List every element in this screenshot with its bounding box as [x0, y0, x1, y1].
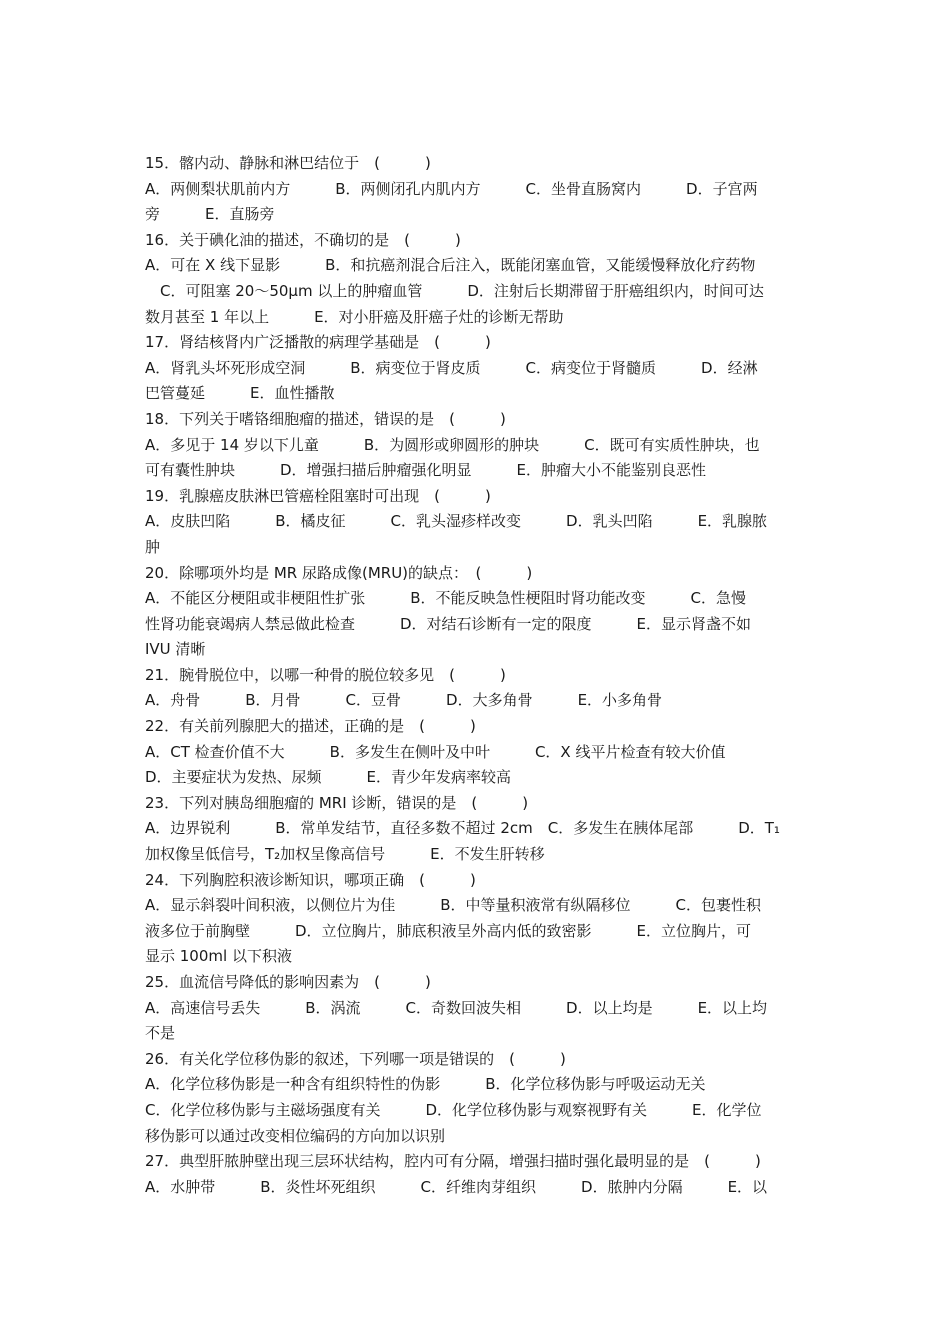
- answer-options-line: A．不能区分梗阻或非梗阻性扩张 B．不能反映急性梗阻时肾功能改变 C．急慢: [145, 589, 747, 608]
- answer-options-line: A．化学位移伪影是一种含有组织特性的伪影 B．化学位移伪影与呼吸运动无关: [145, 1075, 706, 1094]
- answer-options-line: D．主要症状为发热、尿频 E．青少年发病率较高: [145, 768, 512, 787]
- question-stem: 21．腕骨脱位中，以哪一种骨的脱位较多见 ( ): [145, 665, 506, 684]
- answer-options-line: 显示 100ml 以下积液: [145, 947, 292, 966]
- answer-options-line: 巴管蔓延 E．血性播散: [145, 384, 335, 403]
- answer-options-line: 加权像呈低信号，T₂加权呈像高信号 E．不发生肝转移: [145, 845, 545, 864]
- question-block: [145, 1047, 805, 1149]
- answer-options-line: C．可阻塞 20～50μm 以上的肿瘤血管 D．注射后长期滞留于肝癌组织内，时间可达: [145, 281, 764, 300]
- answer-options-line: IVU 清晰: [145, 640, 206, 659]
- answer-options-line: A．边界锐利 B．常单发结节，直径多数不超过 2cm C．多发生在胰体尾部 D．T₁: [145, 819, 780, 838]
- answer-options-line: A．显示斜裂叶间积液，以侧位片为佳 B．中等量积液常有纵隔移位 C．包裹性积: [145, 896, 762, 915]
- question-stem: 17．肾结核肾内广泛播散的病理学基础是 ( ): [145, 333, 491, 352]
- question-block: [145, 970, 805, 1047]
- answer-options-line: A．水肿带 B．炎性坏死组织 C．纤维肉芽组织 D．脓肿内分隔 E．以: [145, 1177, 768, 1196]
- question-block: [145, 151, 805, 228]
- question-block: [145, 484, 805, 561]
- question-stem: 23．下列对胰岛细胞瘤的 MRI 诊断，错误的是 ( ): [145, 793, 529, 812]
- answer-options-line: 不是: [145, 1024, 176, 1043]
- question-stem: 25．血流信号降低的影响因素为 ( ): [145, 973, 431, 991]
- question-block: [145, 228, 805, 330]
- question-block: [145, 1149, 805, 1200]
- question-stem: 27．典型肝脓肿壁出现三层环状结构，腔内可有分隔，增强扫描时强化最明显的是 ( ): [145, 1152, 761, 1171]
- answer-options-line: 液多位于前胸壁 D．立位胸片，肺底积液呈外高内低的致密影 E．立位胸片，可: [145, 921, 752, 940]
- question-block: [145, 791, 805, 868]
- answer-options-line: A．高速信号丢失 B．涡流 C．奇数回波失相 D．以上均是 E．以上均: [145, 998, 768, 1017]
- question-block: [145, 868, 805, 970]
- answer-options-line: 性肾功能衰竭病人禁忌做此检查 D．对结石诊断有一定的限度 E．显示肾盏不如: [145, 614, 752, 633]
- question-stem: 20．除哪项外均是 MR 尿路成像(MRU)的缺点： ( ): [145, 563, 533, 582]
- answer-options-line: C．化学位移伪影与主磁场强度有关 D．化学位移伪影与观察视野有关 E．化学位: [145, 1100, 762, 1119]
- answer-options-line: A．两侧梨状肌前内方 B．两侧闭孔内肌内方 C．坐骨直肠窝内 D．子宫两: [145, 179, 758, 198]
- question-stem: 15．髂内动、静脉和淋巴结位于 ( ): [145, 154, 431, 172]
- question-list: [145, 151, 805, 1200]
- question-stem: 26．有关化学位移伪影的叙述，下列哪一项是错误的 ( ): [145, 1049, 566, 1068]
- question-stem: 19．乳腺癌皮肤淋巴管癌栓阻塞时可出现 ( ): [145, 486, 491, 505]
- answer-options-line: A．多见于 14 岁以下儿童 B．为圆形或卵圆形的肿块 C．既可有实质性肿块，也: [145, 435, 760, 454]
- question-block: [145, 663, 805, 714]
- question-block: [145, 330, 805, 407]
- answer-options-line: 肿: [145, 537, 161, 556]
- answer-options-line: A．肾乳头坏死形成空洞 B．病变位于肾皮质 C．病变位于肾髓质 D．经淋: [145, 358, 758, 377]
- answer-options-line: A．舟骨 B．月骨 C．豆骨 D．大多角骨 E．小多角骨: [145, 691, 663, 710]
- answer-options-line: A．可在 X 线下显影 B．和抗癌剂混合后注入，既能闭塞血管，又能缓慢释放化疗药物: [145, 256, 756, 275]
- question-block: [145, 714, 805, 791]
- question-block: [145, 407, 805, 484]
- answer-options-line: 可有囊性肿块 D．增强扫描后肿瘤强化明显 E．肿瘤大小不能鉴别良恶性: [145, 461, 707, 480]
- question-stem: 18．下列关于嗜铬细胞瘤的描述，错误的是 ( ): [145, 409, 506, 428]
- answer-options-line: A．CT 检查价值不大 B．多发生在侧叶及中叶 C．X 线平片检查有较大价值: [145, 742, 726, 761]
- question-stem: 24．下列胸腔积液诊断知识，哪项正确 ( ): [145, 870, 476, 889]
- question-stem: 16．关于碘化油的描述，不确切的是 ( ): [145, 230, 461, 249]
- answer-options-line: A．皮肤凹陷 B．橘皮征 C．乳头湿疹样改变 D．乳头凹陷 E．乳腺脓: [145, 512, 768, 531]
- question-block: [145, 561, 805, 663]
- answer-options-line: 移伪影可以通过改变相位编码的方向加以识别: [145, 1126, 446, 1145]
- answer-options-line: 旁 E．直肠旁: [145, 205, 275, 224]
- answer-options-line: 数月甚至 1 年以上 E．对小肝癌及肝癌子灶的诊断无帮助: [145, 307, 564, 326]
- question-stem: 22．有关前列腺肥大的描述，正确的是 ( ): [145, 717, 476, 736]
